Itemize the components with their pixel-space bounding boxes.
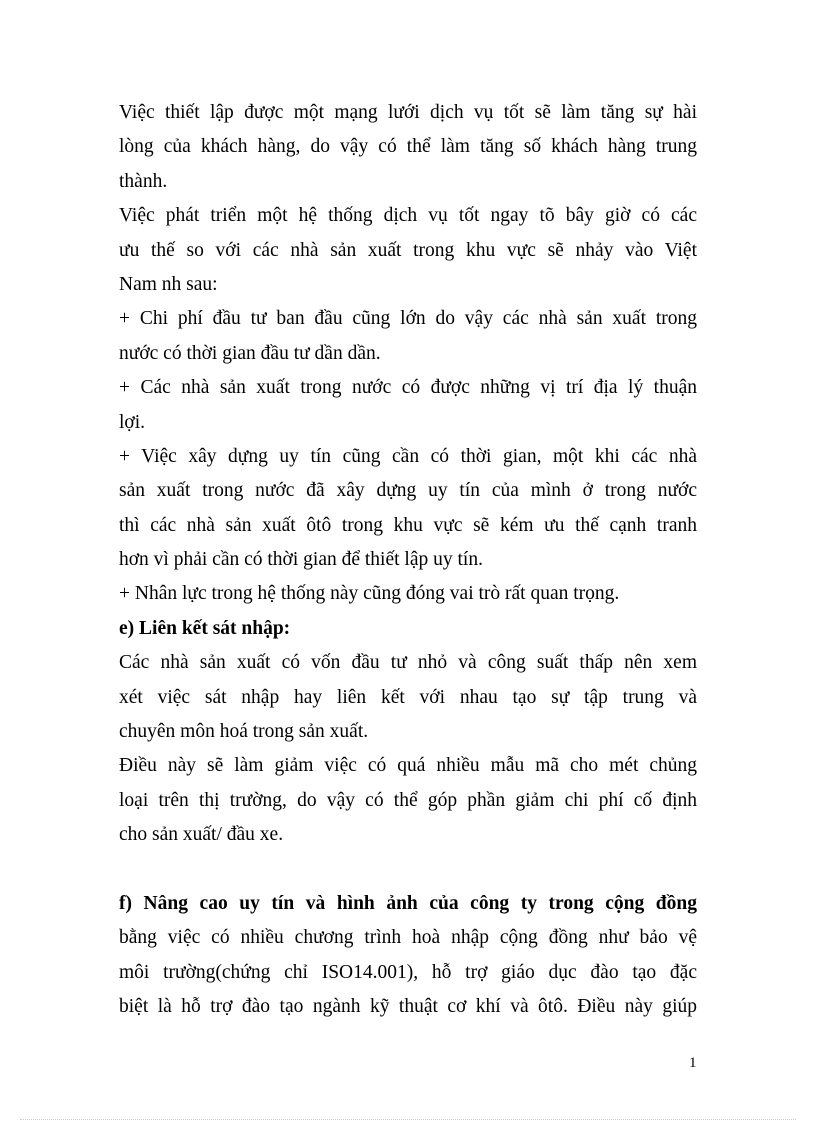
text-line: lợi. bbox=[119, 411, 146, 433]
text-line: Việc thiết lập được một mạng lưới dịch vụ tốt sẽ làm tăng sự hài bbox=[119, 102, 697, 123]
text-line: thì các nhà sản xuất ôtô trong khu vực sẽ kém ưu thế cạnh tranh bbox=[119, 514, 697, 536]
text-line: biệt là hỗ trợ đào tạo ngành kỹ thuật cơ khí và ôtô. Điều này giúp bbox=[119, 996, 697, 1018]
section-heading-f: f) Nâng cao uy tín và hình ảnh của công ty trong cộng đồng bbox=[119, 892, 697, 914]
text-line: cho sản xuất/ đầu xe. bbox=[119, 824, 284, 846]
page-number: 1 bbox=[689, 1055, 697, 1071]
paragraph bbox=[119, 440, 697, 578]
text-line: nước có thời gian đầu tư dần dần. bbox=[119, 342, 381, 364]
blank-line bbox=[119, 853, 697, 887]
text-line: môi trường(chứng chỉ ISO14.001), hỗ trợ giáo dục đào tạo đặc bbox=[119, 961, 697, 983]
paragraph bbox=[119, 921, 697, 1024]
text-line: + Việc xây dựng uy tín cũng cần có thời gian, một khi các nhà bbox=[119, 445, 697, 467]
text-line: Điều này sẽ làm giảm việc có quá nhiều mẫu mã cho mét chủng bbox=[119, 755, 697, 777]
paragraph bbox=[119, 749, 697, 852]
text-line: Nam nh sau: bbox=[119, 273, 218, 295]
paragraph bbox=[119, 577, 697, 611]
text-line: hơn vì phải cần có thời gian để thiết lập uy tín. bbox=[119, 549, 483, 571]
text-line: loại trên thị trường, do vậy có thể góp phần giảm chi phí cố định bbox=[119, 789, 697, 811]
text-line: bằng việc có nhiều chương trình hoà nhập cộng đồng như bảo vệ bbox=[119, 927, 697, 949]
text-line: + Các nhà sản xuất trong nước có được những vị trí địa lý thuận bbox=[119, 377, 697, 399]
text-line: ưu thế so với các nhà sản xuất trong khu vực sẽ nhảy vào Việt bbox=[119, 239, 697, 261]
paragraph bbox=[119, 199, 697, 302]
text-line: Các nhà sản xuất có vốn đầu tư nhỏ và công suất thấp nên xem bbox=[119, 652, 697, 674]
document-body bbox=[119, 96, 697, 1025]
section-heading-e: e) Liên kết sát nhập: bbox=[119, 617, 291, 639]
paragraph bbox=[119, 646, 697, 749]
text-line: sản xuất trong nước đã xây dựng uy tín của mình ở trong nước bbox=[119, 480, 697, 502]
page-divider bbox=[20, 1119, 796, 1120]
text-line: lòng của khách hàng, do vậy có thể làm tăng số khách hàng trung bbox=[119, 136, 697, 158]
paragraph bbox=[119, 371, 697, 440]
text-line: chuyên môn hoá trong sản xuất. bbox=[119, 721, 369, 743]
text-line: xét việc sát nhập hay liên kết với nhau tạo sự tập trung và bbox=[119, 686, 697, 708]
text-line: Việc phát triển một hệ thống dịch vụ tốt ngay tõ bây giờ có các bbox=[119, 205, 697, 227]
paragraph bbox=[119, 302, 697, 371]
text-line: + Chi phí đầu tư ban đầu cũng lớn do vậy các nhà sản xuất trong bbox=[119, 308, 697, 330]
text-line: + Nhân lực trong hệ thống này cũng đóng vai trò rất quan trọng. bbox=[119, 583, 620, 605]
text-line: thành. bbox=[119, 170, 168, 192]
paragraph bbox=[119, 96, 697, 199]
